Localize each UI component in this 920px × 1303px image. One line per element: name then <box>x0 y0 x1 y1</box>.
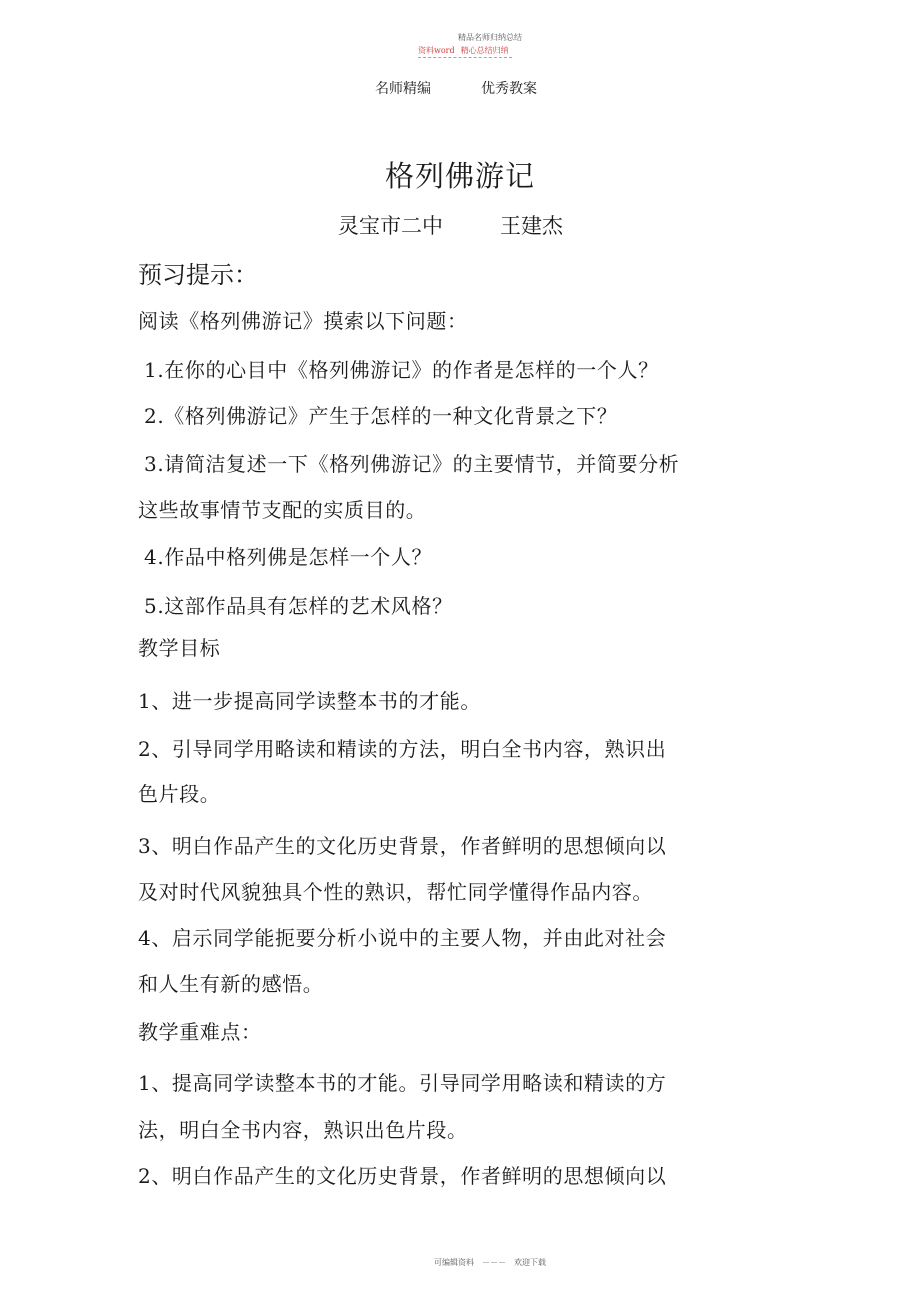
watermark-sub-left: 资料word <box>418 46 455 55</box>
objective-line: 及对时代风貌独具个性的熟识，帮忙同学懂得作品内容。 <box>138 880 653 904</box>
document-title: 格列佛游记 <box>384 159 535 193</box>
header-left: 名师精编 <box>375 81 431 97</box>
key-point-line: 法，明白全书内容，熟识出色片段。 <box>138 1118 468 1142</box>
objective-line: 4、启示同学能扼要分析小说中的主要人物，并由此对社会 <box>138 926 667 950</box>
watermark-divider <box>418 57 512 58</box>
objective-line: 1、进一步提高同学读整本书的才能。 <box>138 689 481 713</box>
preview-question: 5.这部作品具有怎样的艺术风格？ <box>144 594 453 618</box>
objective-line: 2、引导同学用略读和精读的方法，明白全书内容，熟识出 <box>138 737 667 761</box>
preview-intro: 阅读《格列佛游记》摸索以下问题： <box>138 309 468 333</box>
key-point-line: 1、提高同学读整本书的才能。引导同学用略读和精读的方 <box>138 1071 667 1095</box>
objectives-heading: 教学目标 <box>138 636 221 660</box>
watermark-sub <box>418 45 515 56</box>
key-point-line: 2、明白作品产生的文化历史背景，作者鲜明的思想倾向以 <box>138 1164 667 1188</box>
preview-question: 这些故事情节支配的实质目的。 <box>138 498 427 522</box>
key-points-heading: 教学重难点： <box>138 1020 262 1044</box>
watermark-top: 精品名师归纳总结 <box>458 33 522 42</box>
preview-question: 4.作品中格列佛是怎样一个人？ <box>144 545 433 569</box>
preview-question: 2.《格列佛游记》产生于怎样的一种文化背景之下？ <box>144 404 618 428</box>
header-right: 优秀教案 <box>481 81 537 97</box>
watermark-sub-right: 精心总结归纳 <box>460 46 509 55</box>
author-school: 灵宝市二中 <box>338 214 443 238</box>
objective-line: 和人生有新的感悟。 <box>138 972 324 996</box>
preview-question: 1.在你的心目中《格列佛游记》的作者是怎样的一个人？ <box>144 358 659 382</box>
footer-watermark: 可编辑资料 －－－ 欢迎下载 <box>434 1258 546 1267</box>
objective-line: 色片段。 <box>138 782 221 806</box>
author-name: 王建杰 <box>500 214 563 238</box>
preview-question: 3.请简洁复述一下《格列佛游记》的主要情节，并简要分析 <box>144 452 680 476</box>
preview-heading: 预习提示： <box>138 261 258 289</box>
objective-line: 3、明白作品产生的文化历史背景，作者鲜明的思想倾向以 <box>138 834 667 858</box>
